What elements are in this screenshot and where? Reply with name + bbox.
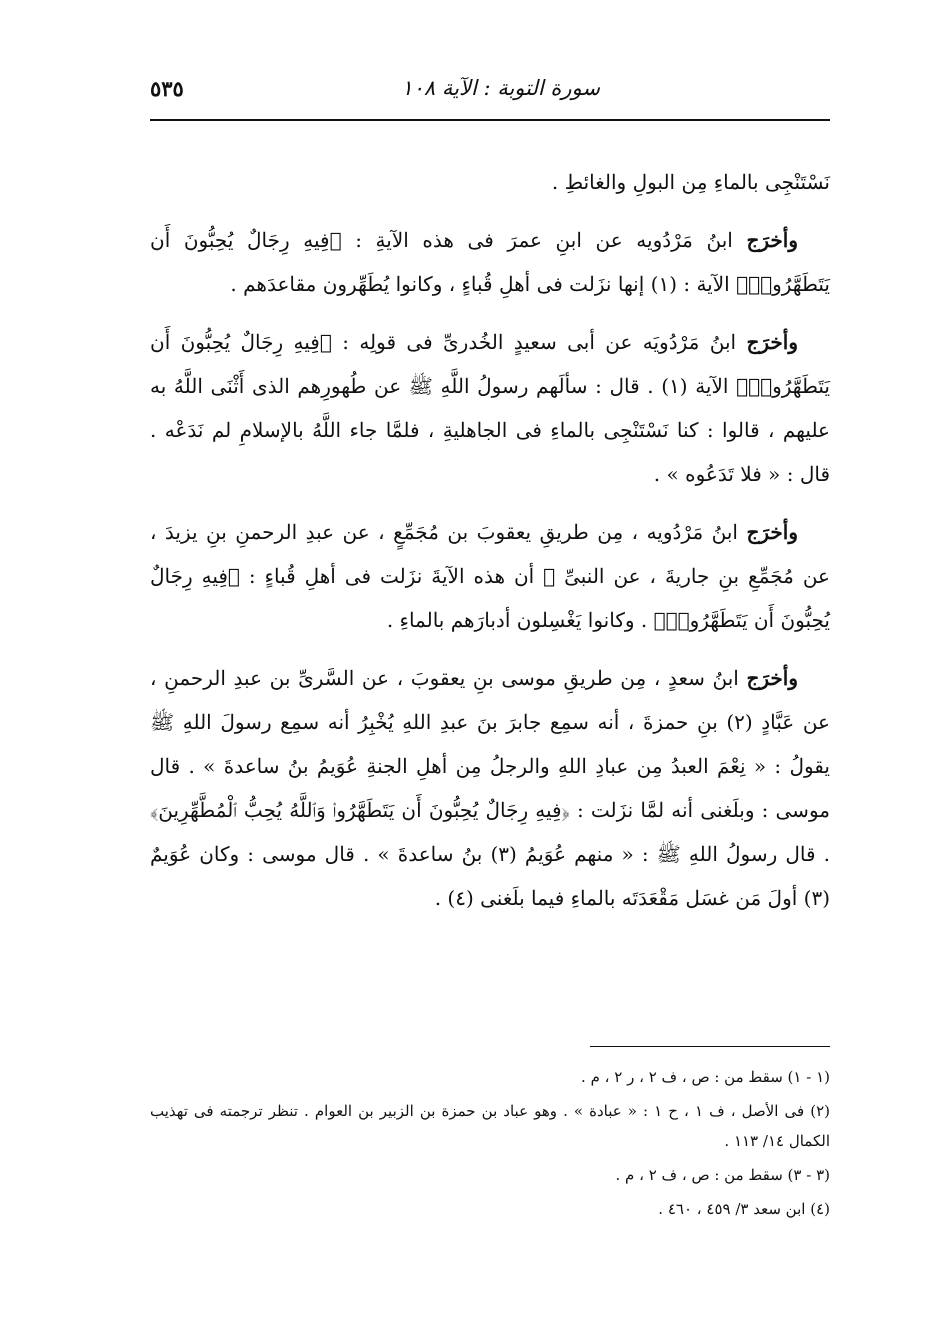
header-title: سورة التوبة : الآية ١٠٨ bbox=[401, 76, 600, 100]
paragraph-text: ابنُ مَرْدُويَه عن أبى سعيدٍ الخُدرىِّ فى قولِه : ﴿فِيهِ رِجَالٌ يُحِبُّونَ أَن يَتَطَهَّرُوا۟﴾ الآية (١) . قال : سألَهم رسولُ اللَّهِ ﷺ عن طُهورِهم الذى أَثْنَى اللَّهُ به عليهم ، قالوا : كنا نَسْتَنْجِى بالماءِ فى الجاهليةِ ، فلمَّا جاء اللَّهُ بالإسلامِ لم نَدَعْه . قال : « فلا تَدَعُوه » . bbox=[150, 330, 830, 486]
paragraph bbox=[150, 510, 830, 642]
running-header bbox=[150, 72, 830, 112]
footnote: (٢) فى الأصل ، ف ١ ، ح ١ : « عبادة » . وهو عباد بن حمزة بن الزبير بن العوام . تنظر ترجمته فى تهذيب الكمال ١٤/ ١١٣ . bbox=[150, 1102, 830, 1150]
paragraph bbox=[150, 320, 830, 496]
page-number: ٥٣٥ bbox=[150, 76, 184, 101]
paragraph-lead: وأخرَج bbox=[746, 666, 798, 690]
paragraph-text: ابنُ مَرْدُويه ، مِن طريقِ يعقوبَ بن مُجَمِّعٍ ، عن عبدِ الرحمنِ بنِ يزيدَ ، عن مُجَمِّعِ بنِ جاريةَ ، عن النبىِّ ﷺ أن هذه الآيةَ نزَلت فى أهلِ قُباءٍ : ﴿فِيهِ رِجَالٌ يُحِبُّونَ أَن يَتَطَهَّرُوا۟﴾ . وكانوا يَغْسِلون أدبارَهم بالماءِ . bbox=[150, 520, 830, 632]
footnote: (٣ - ٣) سقط من : ص ، ف ٢ ، م . bbox=[615, 1166, 830, 1184]
paragraph-lead: وأخرَج bbox=[746, 330, 798, 354]
paragraph-lead: وأخرَج bbox=[746, 520, 798, 544]
paragraph-lead: وأخرَج bbox=[746, 228, 799, 252]
paragraph bbox=[150, 656, 830, 920]
paragraph-text: ابنُ سعدٍ ، مِن طريقِ موسى بنِ يعقوبَ ، عن السَّرىِّ بن عبدِ الرحمنِ ، عن عَبَّادٍ (٢) بنِ حمزةَ ، أنه سمِع جابرَ بنَ عبدِ اللهِ يُخْبِرُ أنه سمِع رسولَ اللهِ ﷺ يقولُ : « نِعْمَ العبدُ مِن عبادِ اللهِ والرجلُ مِن أهلِ الجنةِ عُوَيمُ بنُ ساعدةَ » . قال موسى : وبلَغنى أنه لمَّا نزَلت : ﴿فِيهِ رِجَالٌ يُحِبُّونَ أَن يَتَطَهَّرُوا۟ وَٱللَّهُ يُحِبُّ ٱلْمُطَّهِّرِينَ﴾ . قال رسولُ اللهِ ﷺ : « منهم عُوَيمُ (٣) بنُ ساعدةَ » . قال موسى : وكان عُوَيمٌ (٣) أولَ مَن غسَل مَقْعَدَتَه بالماءِ فيما بلَغنى (٤) . bbox=[150, 666, 830, 910]
footnote: (١ - ١) سقط من : ص ، ف ٢ ، ر ٢ ، م . bbox=[581, 1068, 830, 1086]
paragraph-text: ابنُ مَرْدُويه عن ابنِ عمرَ فى هذه الآيةِ : ﴿فِيهِ رِجَالٌ يُحِبُّونَ أَن يَتَطَهَّرُوا۟﴾ الآية : (١) إنها نزَلت فى أهلِ قُباءٍ ، وكانوا يُطَهِّرون مقاعدَهم . bbox=[150, 228, 830, 296]
paragraph bbox=[150, 160, 830, 204]
paragraph bbox=[150, 218, 830, 306]
footnote: (٤) ابن سعد ٣/ ٤٥٩ ، ٤٦٠ . bbox=[658, 1200, 830, 1218]
header-rule bbox=[150, 119, 830, 121]
footnotes bbox=[150, 1062, 830, 1228]
footnote-separator bbox=[590, 1046, 830, 1047]
paragraph-text: نَسْتَنْجِى بالماءِ مِن البولِ والغائطِ . bbox=[551, 170, 830, 194]
main-text bbox=[150, 160, 830, 934]
